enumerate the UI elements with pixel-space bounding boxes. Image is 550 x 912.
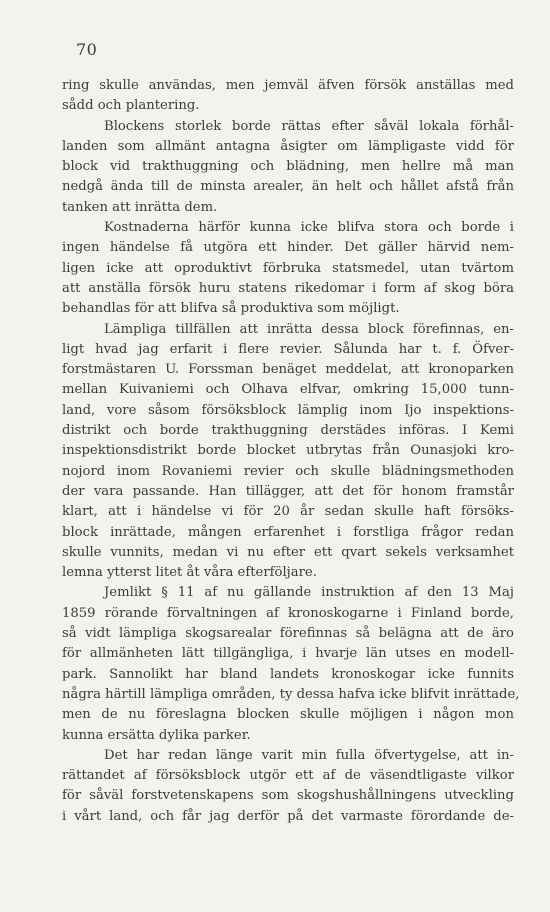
text-line: i vårt land, och får jag derför på det varmaste förordande de-	[62, 808, 514, 824]
text-line: att anställa försök huru statens rikedomar i form af skog böra	[62, 280, 514, 296]
text-line: distrikt och borde trakthuggning derstädes införas. I Kemi	[62, 423, 514, 439]
text-line: block vid trakthuggning och blädning, men hellre må man	[62, 159, 514, 175]
text-line: skulle vunnits, medan vi nu efter ett qvart sekels verksamhet	[62, 544, 514, 560]
text-line: några härtill lämpliga områden, ty dessa hafva icke blifvit inrättade,	[62, 686, 520, 702]
body-text	[62, 76, 520, 827]
text-line: der vara passande. Han tillägger, att det för honom framstår	[62, 483, 514, 499]
text-line: mellan Kuivaniemi och Olhava elfvar, omkring 15,000 tunn-	[62, 382, 514, 398]
text-line: 1859 rörande förvaltningen af kronoskogarne i Finland borde,	[62, 605, 514, 621]
text-line: behandlas för att blifva så produktiva som möjligt.	[62, 301, 400, 317]
text-line: lemna ytterst litet åt våra efterföljare.	[62, 565, 317, 581]
text-line: block inrättade, mången erfarenhet i forstliga frågor redan	[62, 524, 514, 540]
text-line: ring skulle användas, men jemväl äfven försök anställas med	[62, 78, 514, 93]
text-line: ligen icke att oproduktivt förbruka statsmedel, utan tvärtom	[62, 260, 514, 276]
text-line: tanken att inrätta dem.	[62, 199, 218, 215]
text-line: sådd och plantering.	[62, 98, 200, 114]
text-line: inspektionsdistrikt borde blocket utbrytas från Ounasjoki kro-	[62, 443, 514, 459]
text-line: Jemlikt § 11 af nu gällande instruktion af den 13 Maj	[104, 585, 514, 601]
text-line: nojord inom Rovaniemi revier och skulle blädningsmethoden	[62, 463, 514, 479]
text-line: land, vore såsom försöksblock lämplig inom Ijo inspektions-	[62, 402, 514, 418]
text-line: landen som allmänt antagna åsigter om lämpligaste vidd för	[62, 138, 514, 154]
text-line: Blockens storlek borde rättas efter såväl lokala förhål-	[104, 118, 514, 134]
text-line: Kostnaderna härför kunna icke blifva stora och borde i	[104, 220, 514, 236]
text-line: Det har redan länge varit min fulla öfvertygelse, att in-	[104, 747, 514, 763]
text-line: Lämpliga tillfällen att inrätta dessa block förefinnas, en-	[104, 321, 514, 337]
text-line: men de nu föreslagna blocken skulle möjligen i någon mon	[62, 707, 514, 723]
text-line: nedgå ända till de minsta arealer, än helt och hållet afstå från	[62, 179, 514, 195]
page-number: 70	[76, 40, 98, 59]
text-line: för allmänheten lätt tillgängliga, i hvarje län utses en modell-	[62, 646, 514, 662]
text-line: forstmästaren U. Forssman benäget meddelat, att kronoparken	[62, 362, 514, 378]
text-line: så vidt lämpliga skogsarealar förefinnas så belägna att de äro	[62, 626, 514, 642]
text-line: ingen händelse få utgöra ett hinder. Det gäller härvid nem-	[62, 240, 514, 256]
text-line: rättandet af försöksblock utgör ett af de väsendtligaste vilkor	[62, 768, 514, 784]
text-line: ligt hvad jag erfarit i flere revier. Sålunda har t. f. Öfver-	[62, 341, 514, 357]
text-line: park. Sannolikt har bland landets kronoskogar icke funnits	[62, 666, 514, 682]
text-line: för såväl forstvetenskapens som skogshushållningens utveckling	[62, 788, 514, 804]
text-line: kunna ersätta dylika parker.	[62, 727, 251, 743]
text-line: klart, att i händelse vi för 20 år sedan skulle haft försöks-	[62, 504, 514, 520]
